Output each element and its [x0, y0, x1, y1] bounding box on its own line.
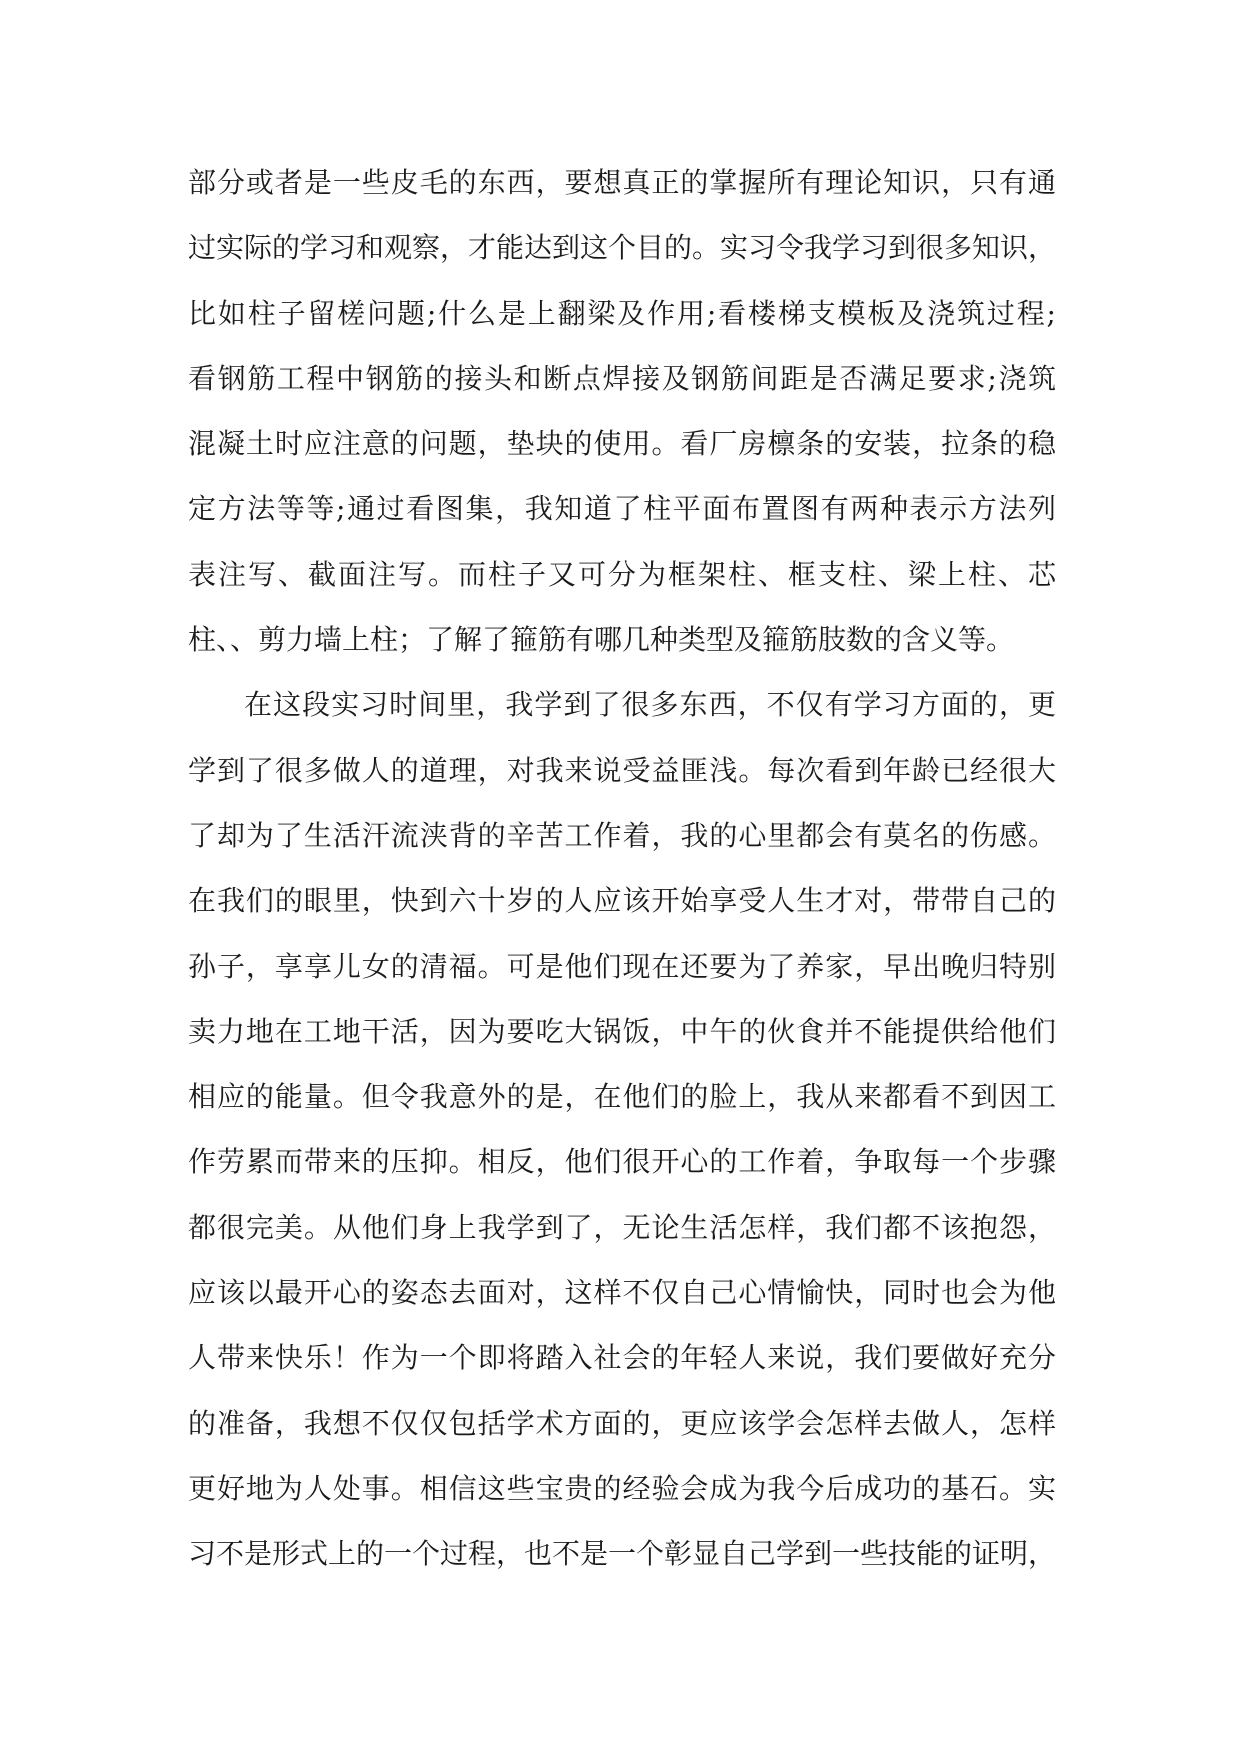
body-text [188, 150, 1056, 1587]
text-line: 应该以最开心的姿态去面对，这样不仅自己心情愉快，同时也会为他 [188, 1276, 1056, 1310]
text-line: 混凝土时应注意的问题，垫块的使用。看厂房檩条的安装，拉条的稳 [188, 427, 1056, 461]
text-line: 表注写、截面注写。而柱子又可分为框架柱、框支柱、梁上柱、芯 [188, 557, 1056, 591]
text-line: 卖力地在工地干活，因为要吃大锅饭，中午的伙食并不能提供给他们 [188, 1014, 1056, 1048]
text-line: 习不是形式上的一个过程，也不是一个彰显自己学到一些技能的证明， [188, 1537, 1056, 1571]
text-line: 都很完美。从他们身上我学到了，无论生活怎样，我们都不该抱怨， [188, 1210, 1056, 1244]
text-line: 在这段实习时间里，我学到了很多东西，不仅有学习方面的，更 [244, 688, 1056, 722]
text-line: 更好地为人处事。相信这些宝贵的经验会成为我今后成功的基石。实 [188, 1471, 1056, 1505]
text-line: 相应的能量。但令我意外的是，在他们的脸上，我从来都看不到因工 [188, 1080, 1056, 1114]
text-line: 学到了很多做人的道理，对我来说受益匪浅。每次看到年龄已经很大 [188, 753, 1056, 787]
text-line: 部分或者是一些皮毛的东西，要想真正的掌握所有理论知识，只有通 [188, 166, 1056, 199]
text-line: 看钢筋工程中钢筋的接头和断点焊接及钢筋间距是否满足要求;浇筑 [188, 361, 1056, 395]
text-line: 的准备，我想不仅仅包括学术方面的，更应该学会怎样去做人，怎样 [188, 1406, 1056, 1440]
text-line: 比如柱子留槎问题;什么是上翻梁及作用;看楼梯支模板及浇筑过程; [188, 296, 1056, 330]
text-line: 过实际的学习和观察，才能达到这个目的。实习令我学习到很多知识， [188, 231, 1056, 265]
text-line: 定方法等等;通过看图集，我知道了柱平面布置图有两种表示方法列 [188, 492, 1056, 526]
text-line: 柱、、剪力墙上柱；了解了箍筋有哪几种类型及箍筋肢数的含义等。 [188, 623, 1015, 657]
text-line: 了却为了生活汗流浃背的辛苦工作着，我的心里都会有莫名的伤感。 [188, 818, 1056, 852]
text-line: 孙子，享享儿女的清福。可是他们现在还要为了养家，早出晚归特别 [188, 949, 1056, 983]
text-line: 人带来快乐！作为一个即将踏入社会的年轻人来说，我们要做好充分 [188, 1341, 1056, 1375]
text-line: 作劳累而带来的压抑。相反，他们很开心的工作着，争取每一个步骤 [188, 1145, 1056, 1179]
text-line: 在我们的眼里，快到六十岁的人应该开始享受人生才对，带带自己的 [188, 884, 1056, 918]
